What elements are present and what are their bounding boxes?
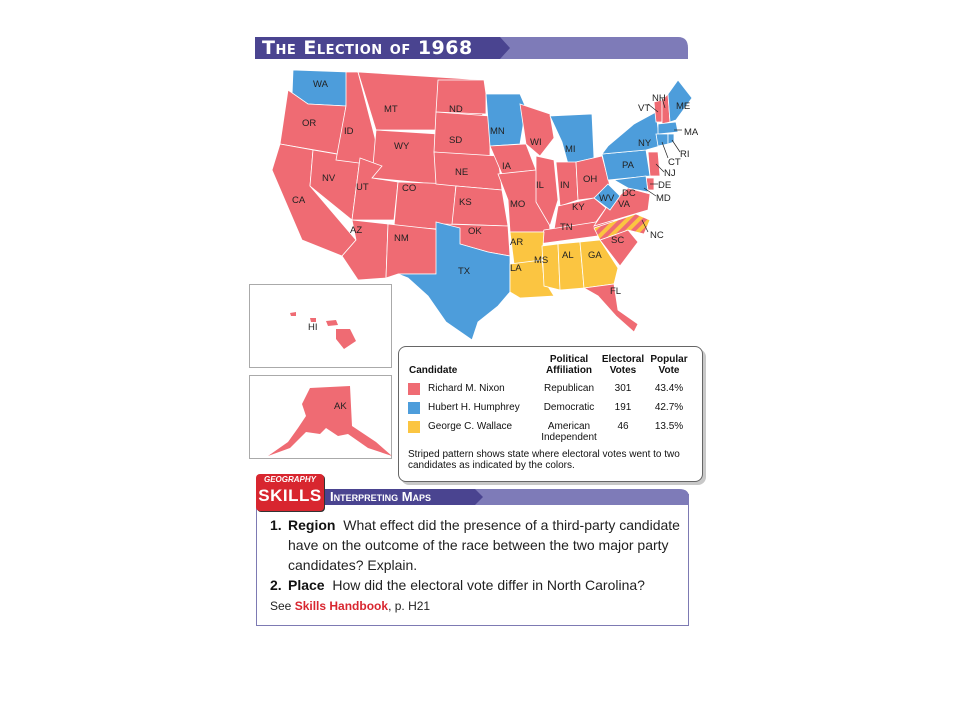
question-1-text: What effect did the presence of a third-party candidate have on the outcome of the race between the two major party candidates? Explain. [288, 517, 680, 573]
question-2-topic: Place [288, 577, 325, 593]
label-de: DE [658, 180, 672, 191]
hawaii-inset [249, 284, 392, 368]
state-ma [658, 122, 678, 134]
state-ct [656, 134, 668, 146]
label-wy: WY [394, 141, 410, 152]
question-1-num: 1. [270, 517, 282, 533]
swatch-republican [408, 383, 420, 395]
label-fl: FL [610, 286, 622, 297]
legend-header-candidate: Candidate [409, 365, 458, 376]
label-in: IN [560, 180, 570, 191]
label-nd: ND [449, 104, 463, 115]
interpreting-maps-title: Interpreting Maps [330, 489, 432, 504]
label-ut: UT [356, 182, 369, 193]
legend-popular-humphrey: 42.7% [654, 402, 684, 413]
legend-row-wallace: George C. Wallace [428, 421, 513, 432]
legend-electoral-nixon: 301 [614, 383, 632, 394]
label-tn: TN [560, 222, 573, 233]
legend-electoral-wallace: 46 [617, 421, 629, 432]
legend-row-nixon: Richard M. Nixon [428, 383, 505, 394]
legend-row-humphrey: Hubert H. Humphrey [428, 402, 520, 413]
legend-popular-wallace: 13.5% [654, 421, 684, 432]
legend-header-affiliation: Political Affiliation [545, 354, 593, 376]
label-wi: WI [530, 137, 542, 148]
hawaii-island-maui [326, 320, 338, 326]
see-reference [270, 599, 430, 613]
legend-header-electoral: Electoral Votes [601, 354, 645, 376]
label-hi: HI [308, 322, 318, 333]
label-tx: TX [458, 266, 471, 277]
label-al: AL [562, 250, 574, 261]
question-1-topic: Region [288, 517, 336, 533]
label-sd: SD [449, 135, 463, 146]
label-ks: KS [459, 197, 472, 208]
label-nc: NC [650, 230, 664, 241]
hawaii-island-big [336, 329, 356, 349]
legend-note: Striped pattern shows state where electoral votes went to two candidates as indicated by the colors. [408, 449, 680, 471]
label-ia: IA [502, 161, 511, 172]
label-ak: AK [334, 401, 347, 412]
question-1 [288, 515, 683, 575]
label-ma: MA [684, 127, 698, 138]
map-title: The Election of 1968 [262, 37, 473, 59]
label-sc: SC [611, 235, 625, 246]
label-nv: NV [322, 173, 336, 184]
label-az: AZ [350, 225, 363, 236]
legend-affiliation-nixon: Republican [543, 383, 595, 394]
alaska-inset [249, 375, 392, 459]
label-pa: PA [622, 160, 634, 171]
label-va: VA [618, 199, 630, 210]
state-mn [486, 94, 526, 146]
legend-box [398, 346, 703, 482]
state-wy [372, 130, 438, 184]
label-ga: GA [588, 250, 602, 261]
legend-electoral-humphrey: 191 [614, 402, 632, 413]
state-ms [542, 244, 560, 290]
question-2-num: 2. [270, 577, 282, 593]
label-ny: NY [638, 138, 652, 149]
label-il: IL [536, 180, 544, 191]
legend-popular-nixon: 43.4% [654, 383, 684, 394]
label-vt: VT [638, 103, 651, 114]
skills-handbook-link[interactable]: Skills Handbook [294, 599, 389, 613]
label-mt: MT [384, 104, 398, 115]
label-or: OR [302, 118, 317, 129]
state-ri [668, 134, 674, 144]
legend-header-popular: Popular Vote [650, 354, 688, 376]
label-nj: NJ [664, 168, 676, 179]
badge-geography-label: GEOGRAPHY [263, 475, 316, 484]
label-ok: OK [468, 226, 482, 237]
badge-skills-label: SKILLS [258, 486, 322, 505]
label-ky: KY [572, 202, 585, 213]
state-nj [648, 152, 660, 176]
label-wa: WA [313, 79, 328, 90]
label-nm: NM [394, 233, 409, 244]
state-ak [268, 386, 392, 456]
see-suffix: , p. H21 [388, 599, 431, 613]
swatch-american-independent [408, 421, 420, 433]
legend-affiliation-humphrey: Democratic [543, 402, 595, 413]
label-md: MD [656, 193, 671, 204]
label-id: ID [344, 126, 354, 137]
label-me: ME [676, 101, 691, 112]
label-ms: MS [534, 255, 549, 266]
state-ny [602, 112, 660, 154]
state-mi [550, 114, 594, 164]
state-az [342, 220, 388, 280]
label-dc: DC [622, 188, 636, 199]
label-mo: MO [510, 199, 526, 210]
legend-affiliation-wallace: American Independent [541, 421, 597, 443]
label-ne: NE [455, 167, 469, 178]
label-ar: AR [510, 237, 524, 248]
label-ri: RI [680, 149, 690, 160]
label-ct: CT [668, 157, 681, 168]
question-2-text: How did the electoral vote differ in North Carolina? [332, 577, 645, 593]
label-nh: NH [652, 93, 666, 104]
label-mn: MN [490, 126, 505, 137]
label-wv: WV [599, 193, 615, 204]
swatch-democratic [408, 402, 420, 414]
see-prefix: See [270, 599, 292, 613]
label-co: CO [402, 183, 417, 194]
label-ca: CA [292, 195, 306, 206]
label-la: LA [510, 263, 522, 274]
label-oh: OH [583, 174, 598, 185]
state-hi [290, 312, 296, 316]
label-mi: MI [565, 144, 576, 155]
question-2 [288, 575, 683, 595]
